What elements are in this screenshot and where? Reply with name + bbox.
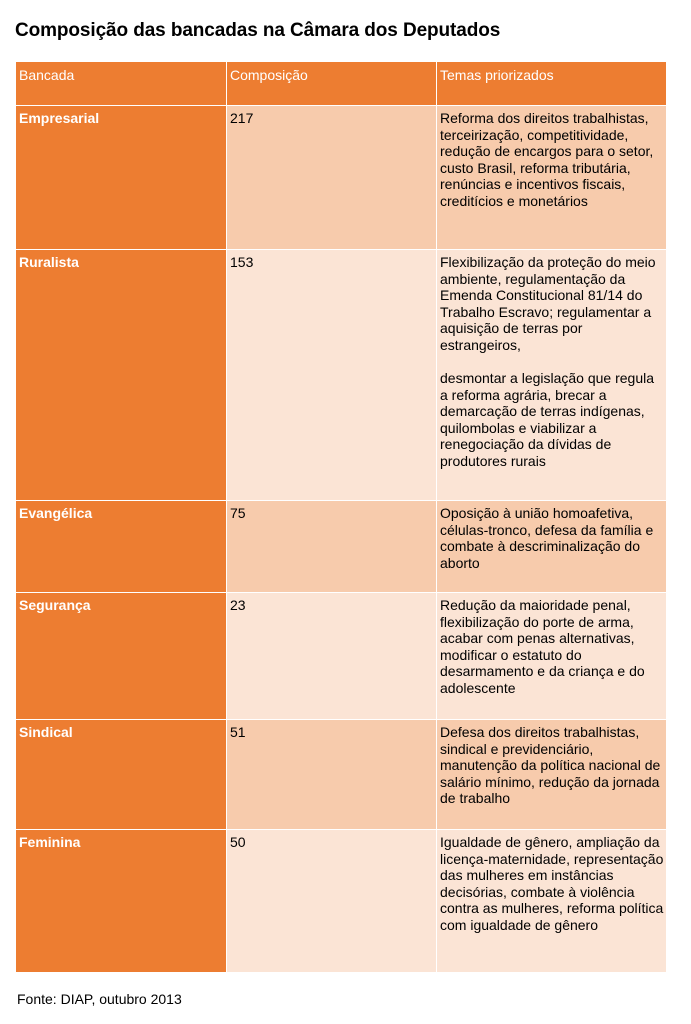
header-composicao: Composição	[227, 62, 437, 106]
temas-paragraph: Flexibilização da proteção do meio ambiente, regulamentação da Emenda Constitucional 81/14 do Trabalho Escravo; regulamentar a aquisição de terras por estrangeiros,	[440, 254, 656, 353]
bancada-composicao: 51	[227, 720, 437, 830]
table-row	[16, 501, 667, 593]
bancada-temas	[437, 720, 667, 830]
bancadas-table	[15, 61, 667, 973]
bancada-name: Empresarial	[16, 106, 227, 250]
temas-paragraph: desmontar a legislação que regula a reforma agrária, brecar a demarcação de terras indígenas, quilombolas e viabilizar a renegociação da dívidas de produtores rurais	[440, 370, 655, 469]
page-title: Composição das bancadas na Câmara dos Deputados	[15, 20, 501, 41]
bancada-composicao: 23	[227, 593, 437, 720]
header-bancada: Bancada	[16, 62, 227, 106]
bancada-temas	[437, 106, 667, 250]
temas-paragraph: Reforma dos direitos trabalhistas, terceirização, competitividade, redução de encargos para o setor, custo Brasil, reforma tributária, renúncias e incentivos fiscais, creditícios e monetários	[440, 110, 654, 209]
table-row	[16, 250, 667, 501]
temas-paragraph: Redução da maioridade penal, flexibilização do porte de arma, acabar com penas alternativas, modificar o estatuto do desarmamento e da criança e do adolescente	[440, 597, 645, 696]
bancada-temas	[437, 250, 667, 501]
bancada-name: Feminina	[16, 830, 227, 973]
temas-paragraph: Oposição à união homoafetiva, células-tronco, defesa da família e combate à descriminalização do aborto	[440, 505, 654, 571]
table-row	[16, 830, 667, 973]
table-row	[16, 720, 667, 830]
temas-paragraph: Igualdade de gênero, ampliação da licença-maternidade, representação das mulheres em instâncias decisórias, combate à violência contra as mulheres, reforma política com igualdade de gênero	[440, 834, 664, 933]
bancada-temas	[437, 830, 667, 973]
bancada-composicao: 217	[227, 106, 437, 250]
bancada-composicao: 153	[227, 250, 437, 501]
bancada-name: Sindical	[16, 720, 227, 830]
bancada-composicao: 50	[227, 830, 437, 973]
bancada-composicao: 75	[227, 501, 437, 593]
table-header-row	[16, 62, 667, 106]
table-row	[16, 106, 667, 250]
header-temas: Temas priorizados	[437, 62, 667, 106]
bancada-temas	[437, 593, 667, 720]
bancada-temas	[437, 501, 667, 593]
bancada-name: Ruralista	[16, 250, 227, 501]
bancada-name: Segurança	[16, 593, 227, 720]
table-row	[16, 593, 667, 720]
bancada-name: Evangélica	[16, 501, 227, 593]
temas-paragraph: Defesa dos direitos trabalhistas, sindical e previdenciário, manutenção da política nacional de salário mínimo, redução da jornada de trabalho	[440, 724, 661, 806]
source-note: Fonte: DIAP, outubro 2013	[17, 991, 182, 1007]
